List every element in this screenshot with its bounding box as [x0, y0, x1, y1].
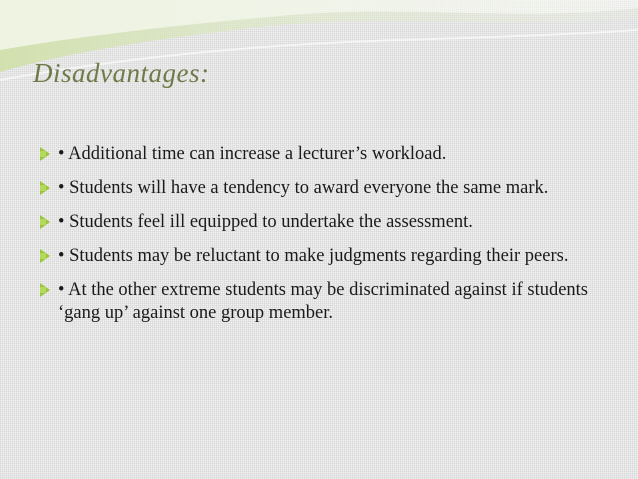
- bullet-item: [44, 279, 604, 325]
- bullet-list: [44, 143, 604, 336]
- bullet-item: [44, 177, 604, 200]
- header-swoosh-decoration: [0, 0, 638, 110]
- slide-title: Disadvantages:: [33, 58, 210, 88]
- bullet-item: [44, 143, 604, 166]
- bullet-text: • Students may be reluctant to make judgments regarding their peers.: [58, 246, 569, 266]
- bullet-text: • Additional time can increase a lecturer’s workload.: [58, 144, 447, 164]
- bullet-marker-icon: [40, 283, 50, 297]
- bullet-text: • At the other extreme students may be discriminated against if students ‘gang up’ against one group member.: [58, 280, 589, 323]
- bullet-text: • Students will have a tendency to award everyone the same mark.: [58, 178, 549, 198]
- bullet-item: [44, 245, 604, 268]
- bullet-marker-icon: [40, 249, 50, 263]
- bullet-marker-icon: [40, 215, 50, 229]
- bullet-marker-icon: [40, 147, 50, 161]
- bullet-item: [44, 211, 604, 234]
- bullet-marker-icon: [40, 181, 50, 195]
- bullet-text: • Students feel ill equipped to undertake the assessment.: [58, 212, 473, 232]
